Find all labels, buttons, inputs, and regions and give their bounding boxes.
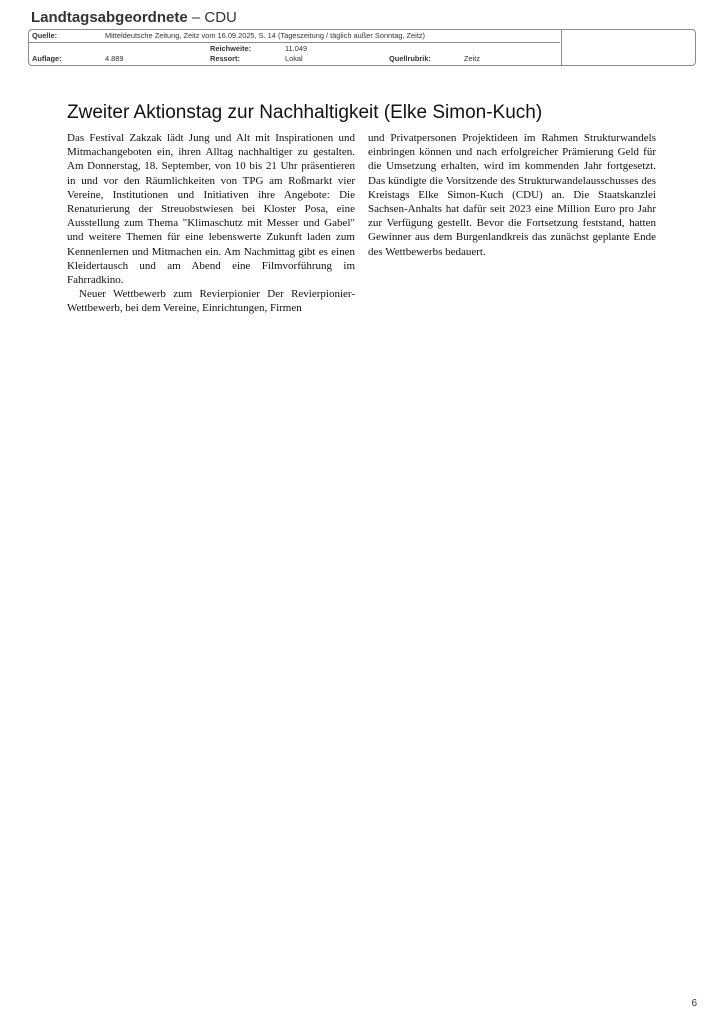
quellrubrik-label: Quellrubrik: <box>389 54 431 63</box>
quelle-value: Mitteldeutsche Zeitung, Zeitz vom 16.09.2025, S. 14 (Tageszeitung / täglich außer Sonntag, Zeitz) <box>105 31 426 40</box>
auflage-value: 4.889 <box>105 54 124 63</box>
ressort-value: Lokal <box>285 54 303 63</box>
page-number: 6 <box>691 998 697 1009</box>
article-paragraph: und Privatpersonen Projektideen im Rahmen Strukturwandels einbringen können und nach erfolgreicher Prämierung Geld für die Umsetzung erhalten, wird im kommenden Jahr fortgesetzt. Das kündigte die Vorsitzende des Strukturwandelausschusses des Kreistags Elke Simon-Kuch (CDU) an. Die Staatskanzlei Sachsen-Anhalts hat dafür seit 2023 eine Million Euro pro Jahr zur Verfügung gestellt. Bevor die Fortsetzung feststand, hatten Gewinner aus dem Burgenlandkreis das zunächst geplante Ende des Wettbewerbs bedauert. <box>368 132 656 258</box>
header-title: Landtagsabgeordnete <box>31 9 188 26</box>
article-paragraph: Das Festival Zakzak lädt Jung und Alt mit Inspirationen und Mitmachangeboten ein, ihren Alltag nachhaltiger zu gestalten. Am Donnerstag, 18. September, von 10 bis 21 Uhr präsentieren in und vor den Räumlichkeiten von TPG am Roßmarkt vier Vereine, Institutionen und Initiativen ihre Angebote: Die Renaturierung der Streuobstwiesen bei Kloster Posa, eine Ausstellung zum Thema "Klimaschutz mit Messer und Gabel" und weitere Themen für eine lebenswerte Zukunft laden zum Kennenlernen und Mitmachen ein. Am Nachmittag gibt es einen Kleidertausch und am Abend eine Filmvorführung im Fahrradkino. <box>67 132 355 287</box>
article-column-right <box>368 131 656 259</box>
reichweite-value: 11.049 <box>285 44 308 53</box>
document-header <box>31 9 237 26</box>
quelle-label: Quelle: <box>32 31 58 40</box>
article-paragraph: Neuer Wettbewerb zum Revierpionier Der Revierpionier-Wettbewerb, bei dem Vereine, Einrichtungen, Firmen <box>67 288 355 315</box>
metadata-divider <box>29 42 560 43</box>
quellrubrik-value: Zeitz <box>464 54 481 63</box>
article-title: Zweiter Aktionstag zur Nachhaltigkeit (Elke Simon-Kuch) <box>67 102 543 123</box>
source-metadata-box <box>28 29 696 66</box>
metadata-column-divider <box>561 30 562 65</box>
header-separator: – <box>187 9 205 26</box>
reichweite-label: Reichweite: <box>210 44 252 53</box>
header-party: CDU <box>204 9 237 26</box>
article-column-left <box>67 131 355 316</box>
ressort-label: Ressort: <box>210 54 240 63</box>
auflage-label: Auflage: <box>32 54 62 63</box>
